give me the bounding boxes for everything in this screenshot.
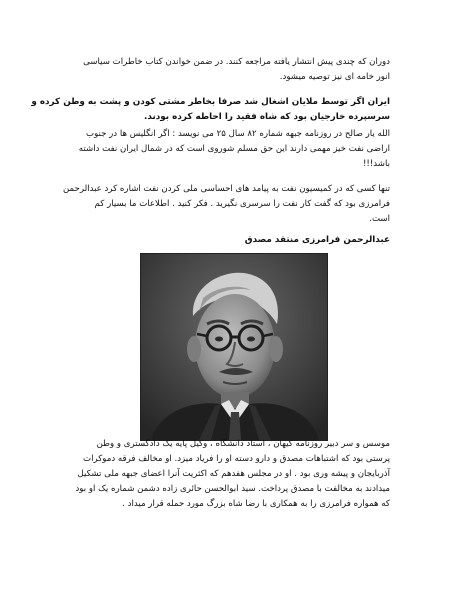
- text-line: پرستی بود که اشتباهات مصدق و دارو دسته او را فریاد میزد. او مخالف فرقه دموکرات: [82, 454, 390, 464]
- section-heading: عبدالرحمن فرامرزی منتقد مصدق: [244, 235, 390, 245]
- text-line: است.: [369, 214, 390, 224]
- text-line: انور خامه ای نیز توصیه میشود.: [279, 72, 390, 82]
- text-line: آذربایجان و پیشه وری بود . او در مجلس هفدهم که اکثریت آنرا اعضای جبهه ملی تشکیل: [77, 469, 390, 479]
- paragraph-bold-statement: [31, 95, 390, 125]
- text-line: باشد!!!: [362, 159, 390, 169]
- text-line: که همواره فرامرزی را به همکاری با رضا شاه بزرگ مورد حمله قرار میداد .: [122, 499, 390, 509]
- text-line: اراضی نفت خیز مهمی دارند این حق مسلم شوروی است که در شمال ایران نفت داشته: [78, 144, 390, 154]
- text-line: الله یار صالح در روزنامه جبهه شماره ۸۲ سال ۲۵ می نویسد : اگر انگلیس ها در جنوب: [85, 129, 390, 139]
- text-line: سرسپرده خارجیان بود که شاه فقید را احاطه کرده بودند.: [144, 112, 390, 122]
- text-line: فرامرزی بود که گفت کار نفت را سرسری نگیرید . فکر کنید . اطلاعات ما بسیار کم: [94, 199, 390, 209]
- text-line: ایران اگر توسط ملایان اشغال شد صرفا بخاطر مشتی کودن و پشت به وطن کرده و: [31, 97, 390, 107]
- paragraph-allahyar-saleh-quote: [72, 127, 390, 172]
- portrait-photo: [140, 253, 328, 441]
- text-line: موسس و سر دبیر روزنامه کیهان ، استاد دانشگاه ، وکیل پایه یک دادگستری و وطن: [96, 439, 390, 449]
- paragraph-memoirs-recommendation: [72, 55, 390, 85]
- text-line: میدادند به مخالفت با مصدق پرداخت. سید ابوالحسن حائری زاده دشمن شماره یک او بود: [75, 484, 390, 494]
- paragraph-oil-commission: [63, 182, 390, 227]
- text-line: دوران که چندی پیش انتشار یافته مراجعه کنند. در ضمن خواندن کتاب خاطرات سیاسی: [83, 57, 390, 67]
- text-line: تنها کسی که در کمیسیون نفت به پیامد های احساسی ملی کردن نفت اشاره کرد عبدالرحمن: [63, 184, 390, 194]
- paragraph-faramarzi-biography: [72, 437, 390, 512]
